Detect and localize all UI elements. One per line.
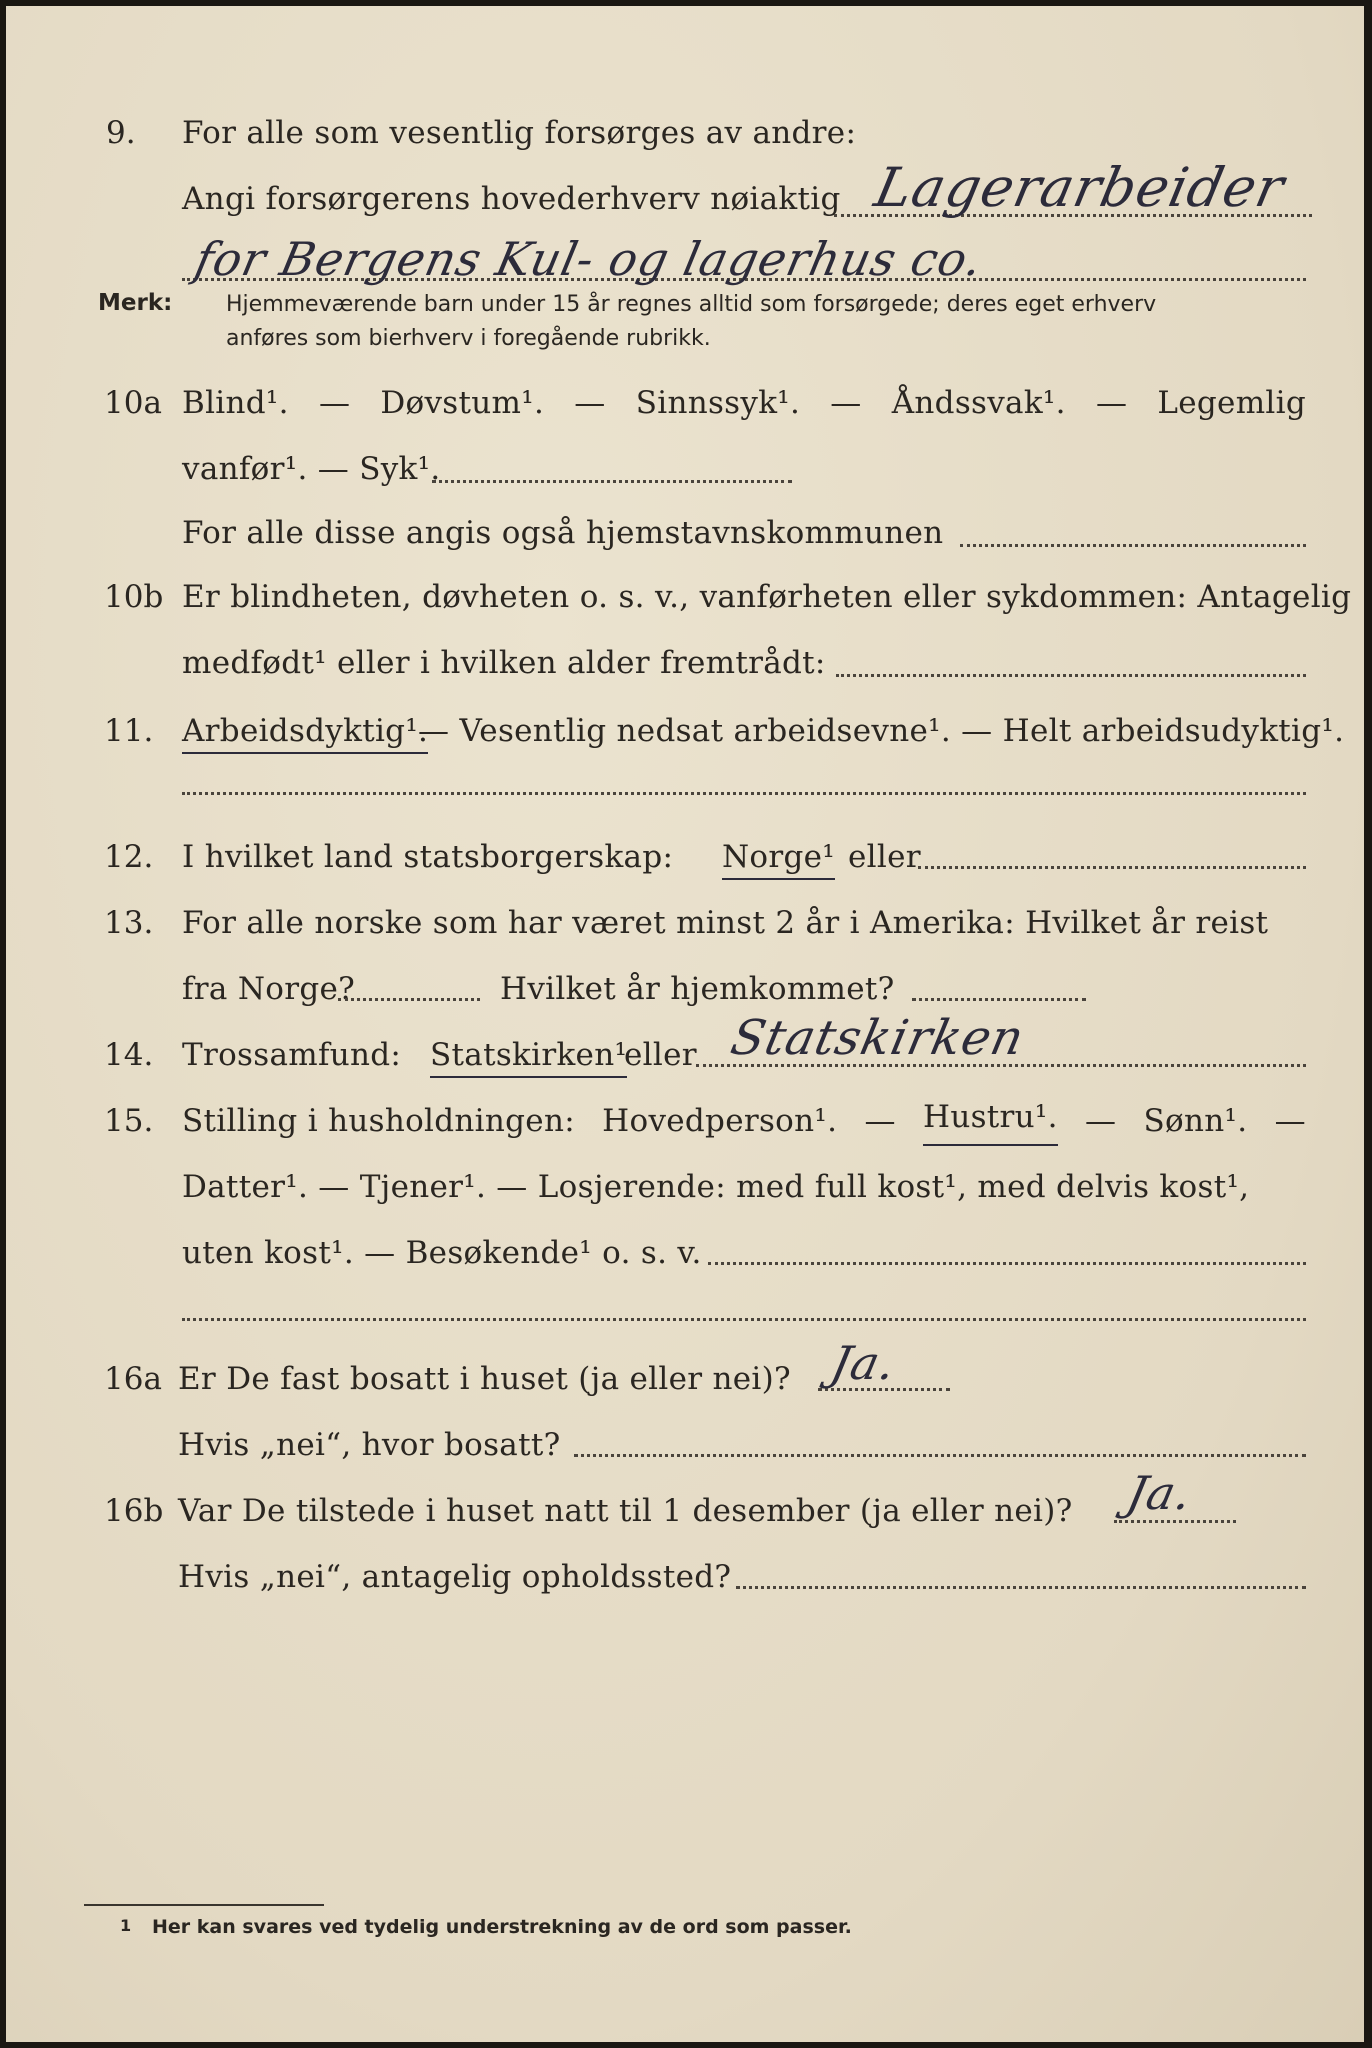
q10a-answer-line-1[interactable]	[432, 480, 792, 483]
q13-reist-answer-line[interactable]	[338, 998, 480, 1001]
dash: —	[1085, 1103, 1117, 1139]
q10b-answer-line[interactable]	[836, 674, 1306, 677]
q9-number: 9.	[106, 115, 136, 151]
q15-answer-line-1[interactable]	[708, 1262, 1306, 1265]
q12-norge-underlined[interactable]: Norge¹	[722, 836, 835, 880]
q10b-row-1	[6, 572, 1364, 622]
dash: —	[864, 1103, 896, 1139]
q14-question: Trossamfund:	[182, 1037, 402, 1073]
footnote-mark: 1	[120, 1916, 132, 1935]
q12-answer-line[interactable]	[918, 866, 1306, 869]
footnote-separator	[84, 1904, 324, 1906]
q13-row-2	[6, 964, 1364, 1014]
q15-number: 15.	[104, 1103, 154, 1139]
q16b-opholdssted: Hvis „nei“, antagelig opholdssted?	[178, 1559, 732, 1595]
q14-number: 14.	[104, 1037, 154, 1073]
q11-arbeidsdyktig-underlined[interactable]: Arbeidsdyktig¹.	[182, 710, 428, 754]
q11-other-options: — Vesentlig nedsat arbeidsevne¹. — Helt arbeidsudyktig¹.	[418, 713, 1345, 749]
q13-question: For alle norske som har været minst 2 år i Amerika: Hvilket år reist	[182, 905, 1269, 941]
q9-question: For alle som vesentlig forsørges av andre:	[182, 115, 857, 151]
q10a-answer-line-2[interactable]	[960, 544, 1306, 547]
q10a-row-3	[6, 508, 1364, 558]
q16b-row-2	[6, 1552, 1364, 1602]
merk-note-line-2: anføres som bierhverv i foregående rubrikk.	[226, 326, 711, 351]
dash: —	[1274, 1103, 1306, 1139]
option-legemlig[interactable]: Legemlig	[1157, 385, 1306, 421]
q13-number: 13.	[104, 905, 154, 941]
q14-row	[6, 1030, 1364, 1080]
q12-question: I hvilket land statsborgerskap:	[182, 839, 674, 875]
merk-note-line-1: Hjemmeværende barn under 15 år regnes alltid som forsørgede; deres eget erhverv	[226, 292, 1157, 317]
merk-label: Merk:	[98, 290, 173, 316]
q15-row-3	[6, 1228, 1364, 1278]
q9-row-1	[6, 108, 1364, 158]
q16a-question: Er De fast bosatt i huset (ja eller nei)?	[178, 1361, 791, 1397]
q11-row	[6, 706, 1364, 756]
q12-number: 12.	[104, 839, 154, 875]
q13-row-1	[6, 898, 1364, 948]
q13-reist: fra Norge?	[182, 971, 356, 1007]
option-sinnssyk[interactable]: Sinnssyk¹.	[635, 385, 801, 421]
q11-number: 11.	[104, 713, 154, 749]
q10a-vanfor-syk: vanfør¹. — Syk¹.	[182, 451, 441, 487]
option-blind[interactable]: Blind¹.	[182, 385, 289, 421]
q14-handwritten-answer: Statskirken	[726, 1010, 1030, 1066]
option-hustru-underlined[interactable]: Hustru¹.	[923, 1096, 1058, 1146]
q10a-options	[182, 378, 1306, 428]
q13-hjemkommet: Hvilket år hjemkommet?	[500, 971, 895, 1007]
q15-options	[182, 1096, 1306, 1146]
option-sonn[interactable]: Sønn¹.	[1143, 1103, 1248, 1139]
q16b-number: 16b	[104, 1493, 164, 1529]
dash: —	[830, 385, 862, 421]
q10a-number: 10a	[104, 385, 162, 421]
q16a-bosatt-answer-line[interactable]	[574, 1454, 1306, 1457]
q13-hjemkommet-answer-line[interactable]	[912, 998, 1086, 1001]
q15-row-2	[6, 1162, 1364, 1212]
q16a-row-1	[6, 1354, 1364, 1404]
q16a-row-2	[6, 1420, 1364, 1470]
q10a-row-2	[6, 444, 1364, 494]
census-form-page	[6, 6, 1364, 2042]
q16a-handwritten-answer: Ja.	[826, 1336, 902, 1390]
dash: —	[1095, 385, 1128, 421]
q12-eller: eller	[848, 839, 921, 875]
q16b-question: Var De tilstede i huset natt til 1 desember (ja eller nei)?	[178, 1493, 1073, 1529]
dash: —	[574, 385, 606, 421]
option-hovedperson[interactable]: Hovedperson¹.	[602, 1103, 838, 1139]
q11-answer-line[interactable]	[182, 792, 1306, 795]
q15-uten-kost: uten kost¹. — Besøkende¹ o. s. v.	[182, 1235, 702, 1271]
option-dovstum[interactable]: Døvstum¹.	[380, 385, 545, 421]
q16b-answer-line[interactable]	[1114, 1520, 1236, 1523]
q16a-number: 16a	[104, 1361, 162, 1397]
q9-handwritten-answer-2: for Bergens Kul- og lagerhus co.	[190, 232, 988, 286]
q9-instruction: Angi forsørgerens hovederhverv nøiaktig	[182, 181, 841, 217]
q15-label: Stilling i husholdningen:	[182, 1103, 575, 1139]
q16b-handwritten-answer: Ja.	[1122, 1466, 1198, 1520]
q10b-question: Er blindheten, døvheten o. s. v., vanførheten eller sykdommen: Antagelig	[182, 579, 1352, 615]
q10a-hjemstavn: For alle disse angis også hjemstavnskommunen	[182, 515, 944, 551]
q10b-row-2	[6, 638, 1364, 688]
q15-answer-line-2[interactable]	[182, 1318, 1306, 1321]
q16b-opholdssted-answer-line[interactable]	[736, 1586, 1306, 1589]
footnote-text: Her kan svares ved tydelig understrekning av de ord som passer.	[152, 1916, 852, 1938]
option-andssvak[interactable]: Åndssvak¹.	[891, 385, 1066, 421]
q12-row	[6, 832, 1364, 882]
q15-more-options: Datter¹. — Tjener¹. — Losjerende: med full kost¹, med delvis kost¹,	[182, 1169, 1250, 1205]
q10b-medfodt: medfødt¹ eller i hvilken alder fremtrådt:	[182, 645, 826, 681]
q14-statskirken-underlined[interactable]: Statskirken¹	[430, 1034, 627, 1078]
q9-handwritten-answer-1: Lagerarbeider	[869, 156, 1291, 219]
q10a-row-1	[6, 378, 1364, 428]
dash: —	[318, 385, 351, 421]
q15-row-1	[6, 1096, 1364, 1146]
q14-eller: eller	[624, 1037, 697, 1073]
q16a-hvor-bosatt: Hvis „nei“, hvor bosatt?	[178, 1427, 561, 1463]
q10b-number: 10b	[104, 579, 164, 615]
